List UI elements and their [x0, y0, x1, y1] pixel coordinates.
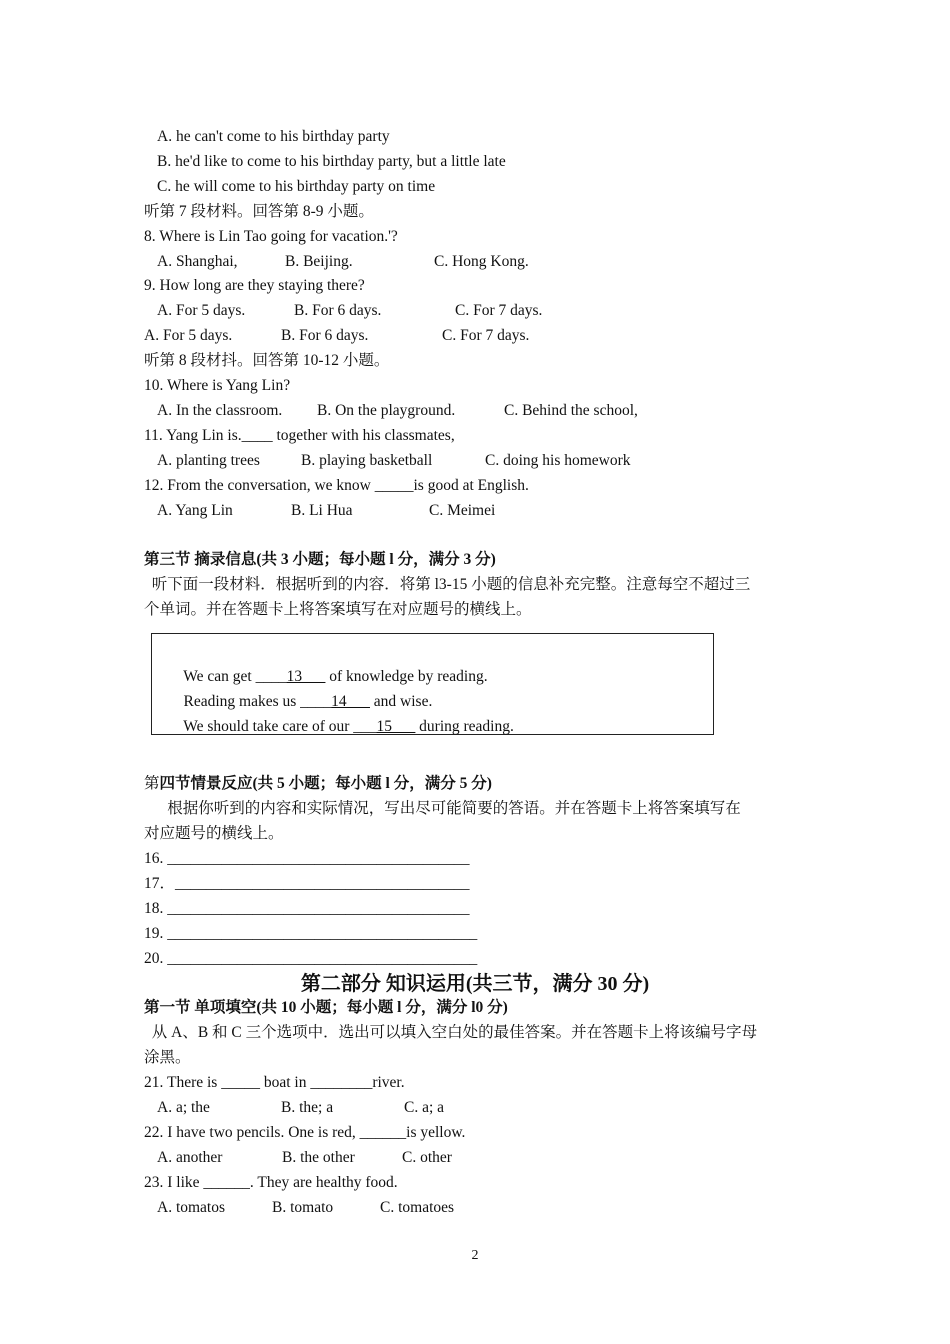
section4-heading-prefix: 第 — [144, 775, 160, 792]
q9-option-a: A. For 5 days. — [157, 302, 246, 319]
q9-repeat-option-b: B. For 6 days. — [281, 327, 369, 344]
q8-option-b: B. Beijing. — [285, 253, 353, 270]
q21-option-b: B. the; a — [281, 1099, 334, 1116]
section3-instruction-1: 听下面一段材料．根据听到的内容．将第 l3-15 小题的信息补充完整。注意每空不超过三 — [144, 576, 751, 593]
q9-repeat-option-c: C. For 7 days. — [442, 327, 530, 344]
q11-option-c: C. doing his homework — [485, 452, 631, 469]
q23-option-b: B. tomato — [272, 1199, 334, 1216]
q22-option-b: B. the other — [282, 1149, 355, 1166]
q10-option-b: B. On the playground. — [317, 402, 456, 419]
info-line-15-suffix: during reading. — [415, 718, 514, 735]
answer-line-19: 19. ________________________________________ — [144, 925, 478, 942]
info-line-15-prefix: We should take care of our ___ — [183, 718, 377, 735]
q8-option-a: A. Shanghai, — [157, 253, 238, 270]
q7-option-a: A. he can't come to his birthday party — [157, 128, 390, 145]
q12-stem: 12. From the conversation, we know _____is good at English. — [144, 477, 529, 494]
part2-title: 第二部分 知识运用(共三节，满分 30 分) — [300, 973, 650, 995]
section3-instruction-2: 个单词。并在答题卡上将答案填写在对应题号的横线上。 — [144, 601, 532, 618]
q9-stem: 9. How long are they staying there? — [144, 277, 365, 294]
q12-option-b: B. Li Hua — [291, 502, 353, 519]
q11-stem: 11. Yang Lin is.____ together with his classmates, — [144, 427, 455, 444]
q22-stem: 22. I have two pencils. One is red, ______is yellow. — [144, 1124, 466, 1141]
q7-option-b: B. he'd like to come to his birthday party, but a little late — [157, 153, 506, 170]
listen-section-7: 听第 7 段材料。回答第 8-9 小题。 — [144, 203, 374, 220]
info-line-15 — [168, 697, 514, 757]
q9-option-b: B. For 6 days. — [294, 302, 382, 319]
info-line-13-prefix: We can get ____ — [183, 668, 287, 685]
q21-stem: 21. There is _____ boat in ________river. — [144, 1074, 405, 1091]
answer-line-17: 17．______________________________________ — [144, 875, 470, 892]
q11-option-b: B. playing basketball — [301, 452, 433, 469]
q12-option-c: C. Meimei — [429, 502, 496, 519]
q21-option-a: A. a; the — [157, 1099, 210, 1116]
section4-instruction-1: 根据你听到的内容和实际情况，写出尽可能简要的答语。并在答题卡上将答案填写在 — [144, 800, 741, 817]
q9-repeat-option-a: A. For 5 days. — [144, 327, 233, 344]
info-line-14-suffix: and wise. — [369, 693, 433, 710]
part2-section1-heading: 第一节 单项填空(共 10 小题；每小题 l 分，满分 l0 分) — [144, 999, 508, 1016]
info-box — [151, 633, 714, 735]
part2-instruction-1: 从 A、B 和 C 三个选项中．选出可以填入空白处的最佳答案。并在答题卡上将该编号字母 — [144, 1024, 758, 1041]
answer-line-18: 18. _______________________________________ — [144, 900, 470, 917]
blank-15: 15___ — [376, 718, 416, 735]
q22-option-c: C. other — [402, 1149, 452, 1166]
info-line-14-prefix: Reading makes us ____ — [183, 693, 332, 710]
q22-option-a: A. another — [157, 1149, 223, 1166]
page-number: 2 — [471, 1248, 479, 1263]
blank-14: 14___ — [331, 693, 370, 710]
section4-instruction-2: 对应题号的横线上。 — [144, 825, 284, 842]
q21-option-c: C. a; a — [404, 1099, 445, 1116]
q10-option-a: A. In the classroom. — [157, 402, 283, 419]
q10-stem: 10. Where is Yang Lin? — [144, 377, 291, 394]
section4-heading-text: 四节情景反应(共 5 小题；每小题 l 分，满分 5 分) — [159, 775, 492, 792]
answer-line-16: 16. _______________________________________ — [144, 850, 470, 867]
q9-option-c: C. For 7 days. — [455, 302, 543, 319]
answer-line-20: 20. ________________________________________ — [144, 950, 478, 967]
blank-13: 13___ — [286, 668, 326, 685]
listen-section-8: 听第 8 段材抖。回答第 10-12 小题。 — [144, 352, 390, 369]
q11-option-a: A. planting trees — [157, 452, 260, 469]
q8-stem: 8. Where is Lin Tao going for vacation.'? — [144, 228, 398, 245]
part2-instruction-2: 涂黑。 — [144, 1049, 191, 1066]
section4-heading — [144, 774, 492, 794]
q23-option-a: A. tomatos — [157, 1199, 226, 1216]
info-line-13-suffix: of knowledge by reading. — [325, 668, 488, 685]
q23-option-c: C. tomatoes — [380, 1199, 455, 1216]
q10-option-c: C. Behind the school, — [504, 402, 638, 419]
section3-heading: 第三节 摘录信息(共 3 小题；每小题 l 分，满分 3 分) — [144, 551, 496, 568]
q23-stem: 23. I like ______. They are healthy food. — [144, 1174, 398, 1191]
q12-option-a: A. Yang Lin — [157, 502, 233, 519]
q8-option-c: C. Hong Kong. — [434, 253, 529, 270]
q7-option-c: C. he will come to his birthday party on time — [157, 178, 436, 195]
